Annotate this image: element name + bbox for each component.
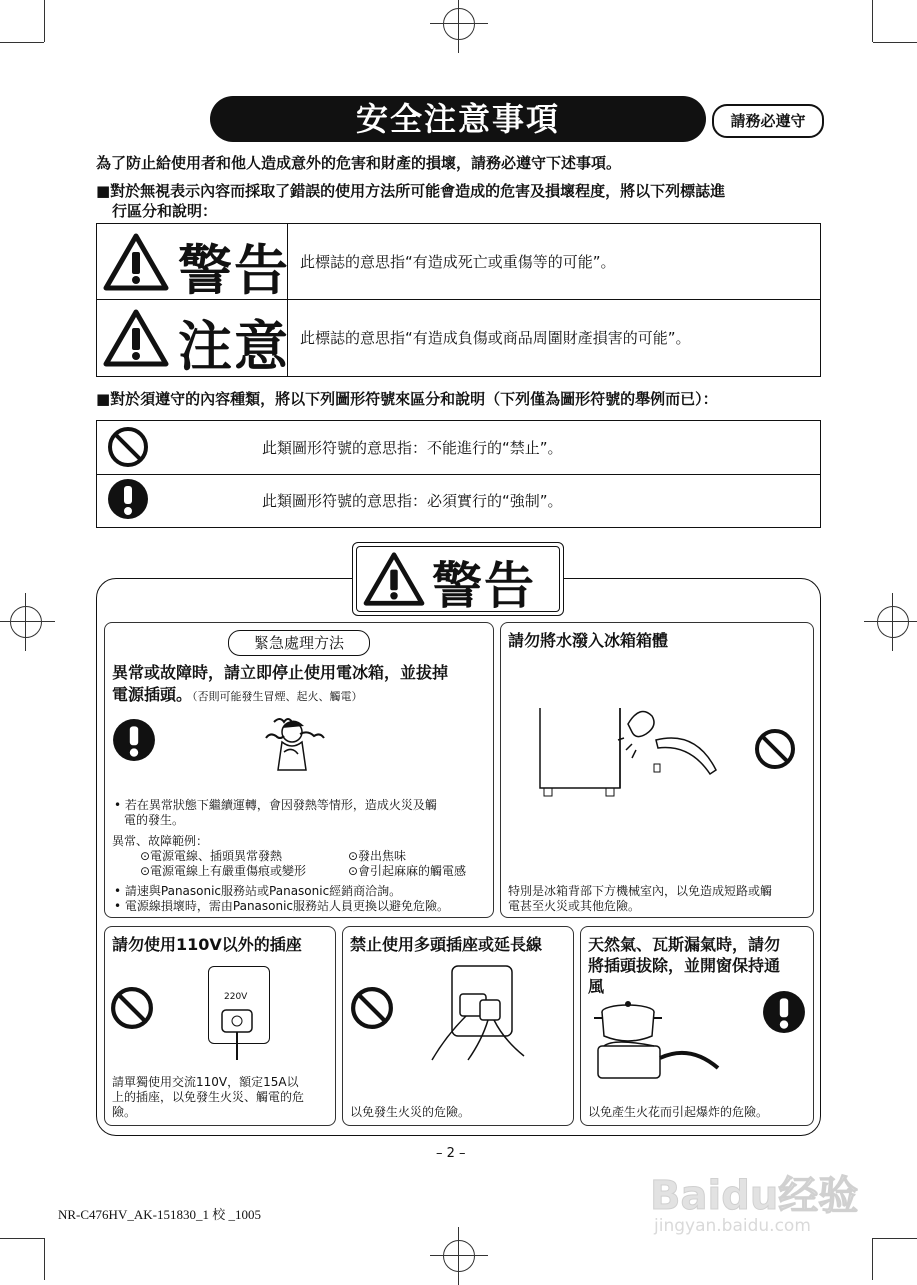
- emergency-bullet: • 若在異常狀態下繼續運轉，會因發熱等情形，造成火災及觸: [114, 798, 437, 812]
- outlet-voltage-label: 220V: [224, 992, 248, 1002]
- example-item: ⊙電源電線上有嚴重傷痕或變形: [140, 864, 307, 878]
- multi-outlet-note: 以免發生火災的危險。: [350, 1105, 471, 1119]
- socket-title: 請勿使用110V以外的插座: [112, 935, 302, 954]
- emergency-pill: 緊急處理方法: [228, 630, 370, 656]
- warning-meaning: 此標誌的意思指“有造成死亡或重傷等的可能”。: [300, 253, 616, 271]
- prohibit-icon: [110, 986, 154, 1030]
- page-title: 安全注意事項: [210, 96, 706, 142]
- divider: [97, 474, 820, 475]
- water-note: 特別是冰箱背部下方機械室內，以免造成短路或觸: [508, 884, 773, 898]
- registration-mark: [443, 8, 475, 40]
- warning-word: 警告: [178, 239, 290, 302]
- plug-icon: [218, 1006, 258, 1064]
- caution-meaning: 此標誌的意思指“有造成負傷或商品周圍財產損害的可能”。: [300, 329, 691, 347]
- gas-stove-illustration: [590, 998, 720, 1086]
- fridge-water-illustration: [536, 694, 726, 804]
- crop-mark: [44, 0, 45, 42]
- emergency-bullet: • 電源線損壞時，需由Panasonic服務站人員更換以避免危險。: [114, 899, 450, 913]
- must-observe-badge: 請務必遵守: [712, 104, 824, 138]
- registration-mark: [877, 606, 909, 638]
- crop-mark: [0, 1238, 44, 1239]
- watermark-brand: Baidu经验: [650, 1173, 859, 1219]
- example-item: ⊙會引起麻麻的觸電感: [348, 864, 467, 878]
- crop-mark: [872, 0, 873, 42]
- emergency-bullet: • 請速與Panasonic服務站或Panasonic經銷商洽詢。: [114, 884, 402, 898]
- crop-mark: [873, 42, 917, 43]
- crop-mark: [0, 42, 44, 43]
- multi-outlet-title: 禁止使用多頭插座或延長線: [350, 935, 543, 954]
- warning-section-label: 警告: [432, 557, 536, 615]
- socket-note: 請單獨使用交流110V，額定15A以: [112, 1075, 299, 1089]
- emergency-headline-note: （否則可能發生冒煙、起火、觸電）: [192, 690, 363, 703]
- multi-plug-illustration: [430, 964, 550, 1064]
- mandatory-icon: [762, 990, 806, 1034]
- gas-title: 風: [588, 977, 605, 996]
- symbols-heading: ■對於須遵守的內容種類，將以下列圖形符號來區分和說明（下列僅為圖形符號的舉例而已）：: [96, 390, 718, 408]
- gas-title: 將插頭拔除，並開窗保持通: [588, 956, 781, 975]
- smoke-person-illustration: [256, 708, 326, 776]
- caution-word: 注意: [178, 315, 290, 378]
- emergency-headline: 異常或故障時，請立即停止使用電冰箱，並拔掉: [112, 663, 449, 682]
- mandatory-meaning: 此類圖形符號的意思指：必須實行的“強制”。: [262, 492, 563, 510]
- socket-note: 上的插座，以免發生火災、觸電的危: [112, 1090, 305, 1104]
- intro-text: 行區分和說明：: [112, 202, 218, 220]
- emergency-headline: [112, 682, 363, 705]
- gas-note: 以免產生火花而引起爆炸的危險。: [588, 1105, 769, 1119]
- watermark-url: jingyan.baidu.com: [654, 1216, 811, 1236]
- emergency-bullet: 電的發生。: [124, 813, 185, 827]
- warning-triangle-icon: [102, 232, 170, 292]
- socket-note: 險。: [112, 1105, 137, 1119]
- prohibit-icon: [350, 986, 394, 1030]
- crop-mark: [44, 1238, 45, 1280]
- registration-mark: [443, 1240, 475, 1272]
- document-code: NR-C476HV_AK-151830_1 校 _1005: [58, 1207, 261, 1222]
- prohibit-icon: [754, 728, 796, 770]
- warning-triangle-icon: [362, 551, 426, 607]
- caution-triangle-icon: [102, 308, 170, 368]
- mandatory-icon: [112, 718, 156, 762]
- mandatory-icon: [107, 478, 149, 520]
- water-title: 請勿將水潑入冰箱箱體: [508, 631, 669, 650]
- examples-title: 異常、故障範例：: [112, 834, 209, 848]
- prohibit-icon: [107, 426, 149, 468]
- example-item: ⊙發出焦味: [348, 849, 407, 863]
- intro-text: 為了防止給使用者和他人造成意外的危害和財產的損壞，請務必遵守下述事項。: [96, 154, 622, 172]
- page-number: – 2 –: [436, 1146, 466, 1161]
- gas-title: 天然氣、瓦斯漏氣時，請勿: [588, 935, 781, 954]
- example-item: ⊙電源電線、插頭異常發熱: [140, 849, 283, 863]
- watermark-logo: [650, 1156, 890, 1246]
- registration-mark: [10, 606, 42, 638]
- emergency-headline-main: 電源插頭。: [112, 685, 193, 704]
- prohibit-meaning: 此類圖形符號的意思指：不能進行的“禁止”。: [262, 439, 563, 457]
- water-note: 電甚至火災或其他危險。: [508, 899, 641, 913]
- intro-text: ■對於無視表示內容而採取了錯誤的使用方法所可能會造成的危害及損壞程度，將以下列標誌進: [96, 182, 726, 200]
